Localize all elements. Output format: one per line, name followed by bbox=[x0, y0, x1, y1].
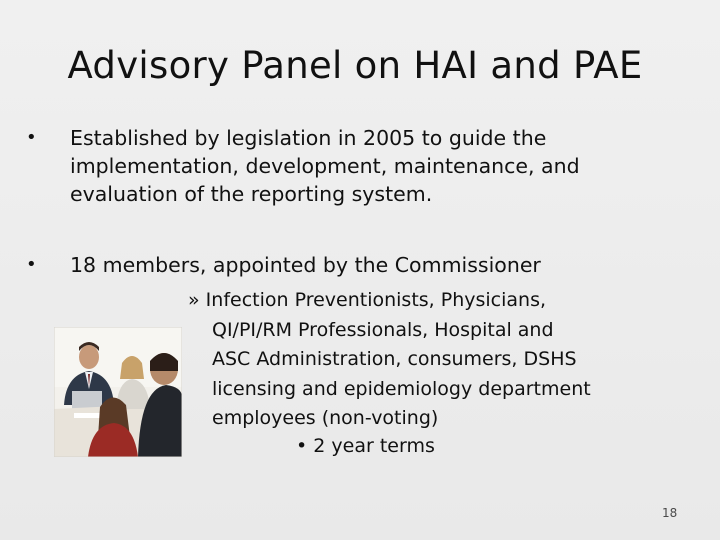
bullet-text: Established by legislation in 2005 to guide the implementation, development, maintenance, and evaluation of the reporting system. bbox=[70, 126, 580, 206]
sub-bullet-line: ASC Administration, consumers, DSHS bbox=[212, 348, 577, 370]
sub-bullet-member-types bbox=[188, 286, 628, 434]
slide-title: Advisory Panel on HAI and PAE bbox=[67, 44, 643, 87]
sub-sub-bullet-terms bbox=[296, 432, 435, 460]
page-number: 18 bbox=[662, 506, 678, 520]
bullet-text: 18 members, appointed by the Commissioner bbox=[70, 253, 541, 277]
bullet-members bbox=[26, 251, 630, 279]
bullet-dot: • bbox=[26, 254, 37, 275]
sub-sub-bullet-text: 2 year terms bbox=[313, 435, 435, 457]
bullet-dot: • bbox=[26, 127, 37, 148]
business-meeting-image bbox=[54, 327, 182, 457]
sub-bullet-marker: » bbox=[188, 289, 200, 311]
sub-bullet-line: QI/PI/RM Professionals, Hospital and bbox=[212, 318, 554, 341]
meeting-photo bbox=[54, 327, 182, 457]
sub-bullet-line: licensing and epidemiology department bbox=[212, 377, 591, 400]
bullet-established bbox=[26, 124, 630, 208]
sub-sub-bullet-marker: • bbox=[296, 435, 308, 457]
sub-bullet-line: employees (non-voting) bbox=[212, 407, 439, 429]
sub-bullet-line: Infection Preventionists, Physicians, bbox=[205, 289, 547, 311]
